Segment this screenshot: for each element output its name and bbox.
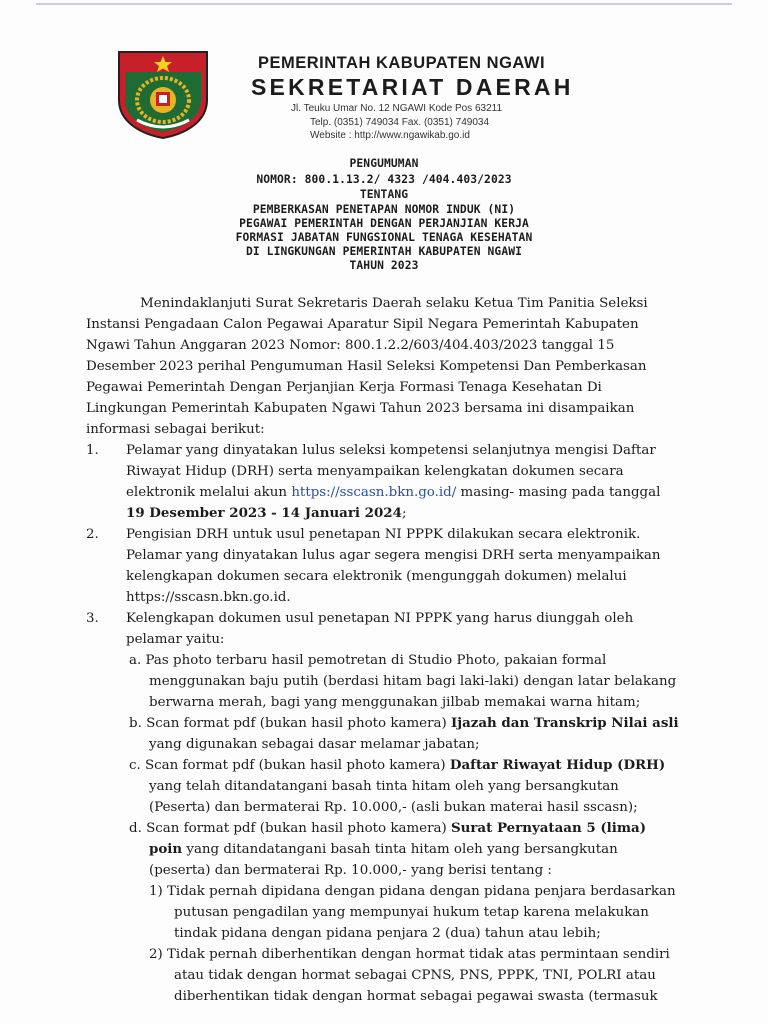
- announcement-number: NOMOR: 800.1.13.2/ 4323 /404.403/2023: [256, 173, 512, 186]
- list-item-text: ;: [401, 506, 407, 521]
- list-item-line: Kelengkapan dokumen usul penetapan NI PPPK yang harus diunggah oleh: [126, 611, 634, 626]
- statement-line: 1) Tidak pernah dipidana dengan pidana dengan pidana penjara berdasarkan: [149, 884, 676, 899]
- intro-line: informasi sebagai berikut:: [86, 422, 265, 437]
- sub-item-text: b. Scan format pdf (bukan hasil photo kamera): [129, 716, 451, 731]
- submission-period: 19 Desember 2023 - 14 Januari 2024: [126, 505, 402, 521]
- list-item-line: Pelamar yang dinyatakan lulus seleksi kompetensi selanjutnya mengisi Daftar: [126, 443, 656, 458]
- sub-item-line: [129, 759, 665, 772]
- intro-line: Desember 2023 perihal Pengumuman Hasil Seleksi Kompetensi Dan Pemberkasan: [86, 359, 647, 374]
- sub-item-bold: Ijazah dan Transkrip Nilai asli: [450, 715, 679, 731]
- office-name: SEKRETARIAT DAERAH: [251, 74, 574, 100]
- sub-item-line: yang digunakan sebagai dasar melamar jabatan;: [149, 737, 480, 752]
- statement-line: putusan pengadilan yang mempunyai hukum tetap karena melakukan: [174, 905, 649, 920]
- list-item-line: pelamar yaitu:: [126, 632, 225, 647]
- intro-line: Instansi Pengadaan Calon Pegawai Aparatur Sipil Negara Pemerintah Kabupaten: [86, 317, 639, 332]
- list-item-line: Pengisian DRH untuk usul penetapan NI PPPK dilakukan secara elektronik.: [126, 527, 641, 542]
- sub-item-line: [149, 843, 618, 856]
- list-number: 1.: [86, 443, 99, 458]
- list-item-line: kelengkapan dokumen secara elektronik (mengunggah dokumen) melalui: [126, 569, 627, 584]
- intro-line: Menindaklanjuti Surat Sekretaris Daerah selaku Ketua Tim Panitia Seleksi: [140, 296, 648, 311]
- list-item-text: masing- masing pada tanggal: [456, 485, 661, 500]
- statement-line: atau tidak dengan hormat sebagai CPNS, PNS, PPPK, TNI, POLRI atau: [174, 968, 656, 983]
- sub-item-line: (peserta) dan bermaterai Rp. 10.000,- yang berisi tentang :: [149, 863, 552, 878]
- sub-item-bold: Surat Pernyataan 5 (lima): [450, 820, 647, 836]
- list-item-line: Riwayat Hidup (DRH) serta menyampaikan kelengkatan dokumen secara: [126, 464, 624, 479]
- statement-line: diberhentikan tidak dengan hormat sebagai pegawai swasta (termasuk: [174, 989, 658, 1004]
- sub-item-line: a. Pas photo terbaru hasil pemotretan di Studio Photo, pakaian formal: [129, 653, 607, 668]
- sub-item-text: yang ditandatangani basah tinta hitam oleh yang bersangkutan: [182, 842, 618, 857]
- ngawi-regency-emblem: [115, 48, 211, 140]
- sub-item-line: (Peserta) dan bermaterai Rp. 10.000,- (asli bukan materai hasil sscasn);: [149, 800, 638, 815]
- sub-item-line: [129, 822, 646, 835]
- office-address: Jl. Teuku Umar No. 12 NGAWI Kode Pos 63211: [291, 103, 503, 114]
- office-phone: Telp. (0351) 749034 Fax. (0351) 749034: [310, 117, 490, 128]
- intro-line: Pegawai Pemerintah Dengan Perjanjian Kerja Formasi Tenaga Kesehatan Di: [86, 380, 602, 395]
- page-top-border: [36, 3, 732, 5]
- sub-item-line: [129, 717, 679, 730]
- intro-line: Ngawi Tahun Anggaran 2023 Nomor: 800.1.2.2/603/404.403/2023 tanggal 15: [86, 338, 615, 353]
- sub-item-line: yang telah ditandatangani basah tinta hitam oleh yang bersangkutan: [149, 779, 619, 794]
- list-number: 3.: [86, 611, 99, 626]
- announcement-title-line: FORMASI JABATAN FUNGSIONAL TENAGA KESEHATAN: [235, 231, 533, 244]
- statement-line: 2) Tidak pernah diberhentikan dengan hormat tidak atas permintaan sendiri: [149, 947, 670, 962]
- sub-item-text: d. Scan format pdf (bukan hasil photo kamera): [129, 821, 451, 836]
- list-item-line: [126, 507, 406, 520]
- announcement-title-line: PEMBERKASAN PENETAPAN NOMOR INDUK (NI): [252, 203, 516, 216]
- sscasn-link[interactable]: https://sscasn.bkn.go.id/: [291, 485, 457, 500]
- announcement-title-line: DI LINGKUNGAN PEMERINTAH KABUPATEN NGAWI: [245, 245, 523, 258]
- sub-item-bold: Daftar Riwayat Hidup (DRH): [449, 757, 666, 773]
- list-number: 2.: [86, 527, 99, 542]
- office-website: Website : http://www.ngawikab.go.id: [310, 130, 470, 141]
- list-item-text: elektronik melalui akun: [126, 485, 292, 500]
- sub-item-line: menggunakan baju putih (berdasi hitam bagi laki-laki) dengan latar belakang: [149, 674, 677, 689]
- announcement-label: PENGUMUMAN: [349, 157, 419, 170]
- announcement-about: TENTANG: [359, 188, 409, 201]
- announcement-title-line: TAHUN 2023: [349, 259, 419, 272]
- sub-item-line: berwarna merah, bagi yang menggunakan jilbab memakai warna hitam;: [149, 695, 641, 710]
- government-name: PEMERINTAH KABUPATEN NGAWI: [258, 54, 546, 72]
- list-item-line: [126, 486, 660, 499]
- intro-line: Lingkungan Pemerintah Kabupaten Ngawi Tahun 2023 bersama ini disampaikan: [86, 401, 635, 416]
- sub-item-text: c. Scan format pdf (bukan hasil photo kamera): [129, 758, 450, 773]
- statement-line: tindak pidana dengan pidana penjara 2 (dua) tahun atau lebih;: [174, 926, 601, 941]
- list-item-line: Pelamar yang dinyatakan lulus agar segera mengisi DRH serta menyampaikan: [126, 548, 661, 563]
- list-item-line: https://sscasn.bkn.go.id.: [126, 590, 291, 605]
- sub-item-bold: poin: [149, 841, 183, 857]
- announcement-title-line: PEGAWAI PEMERINTAH DENGAN PERJANJIAN KERJA: [239, 217, 529, 230]
